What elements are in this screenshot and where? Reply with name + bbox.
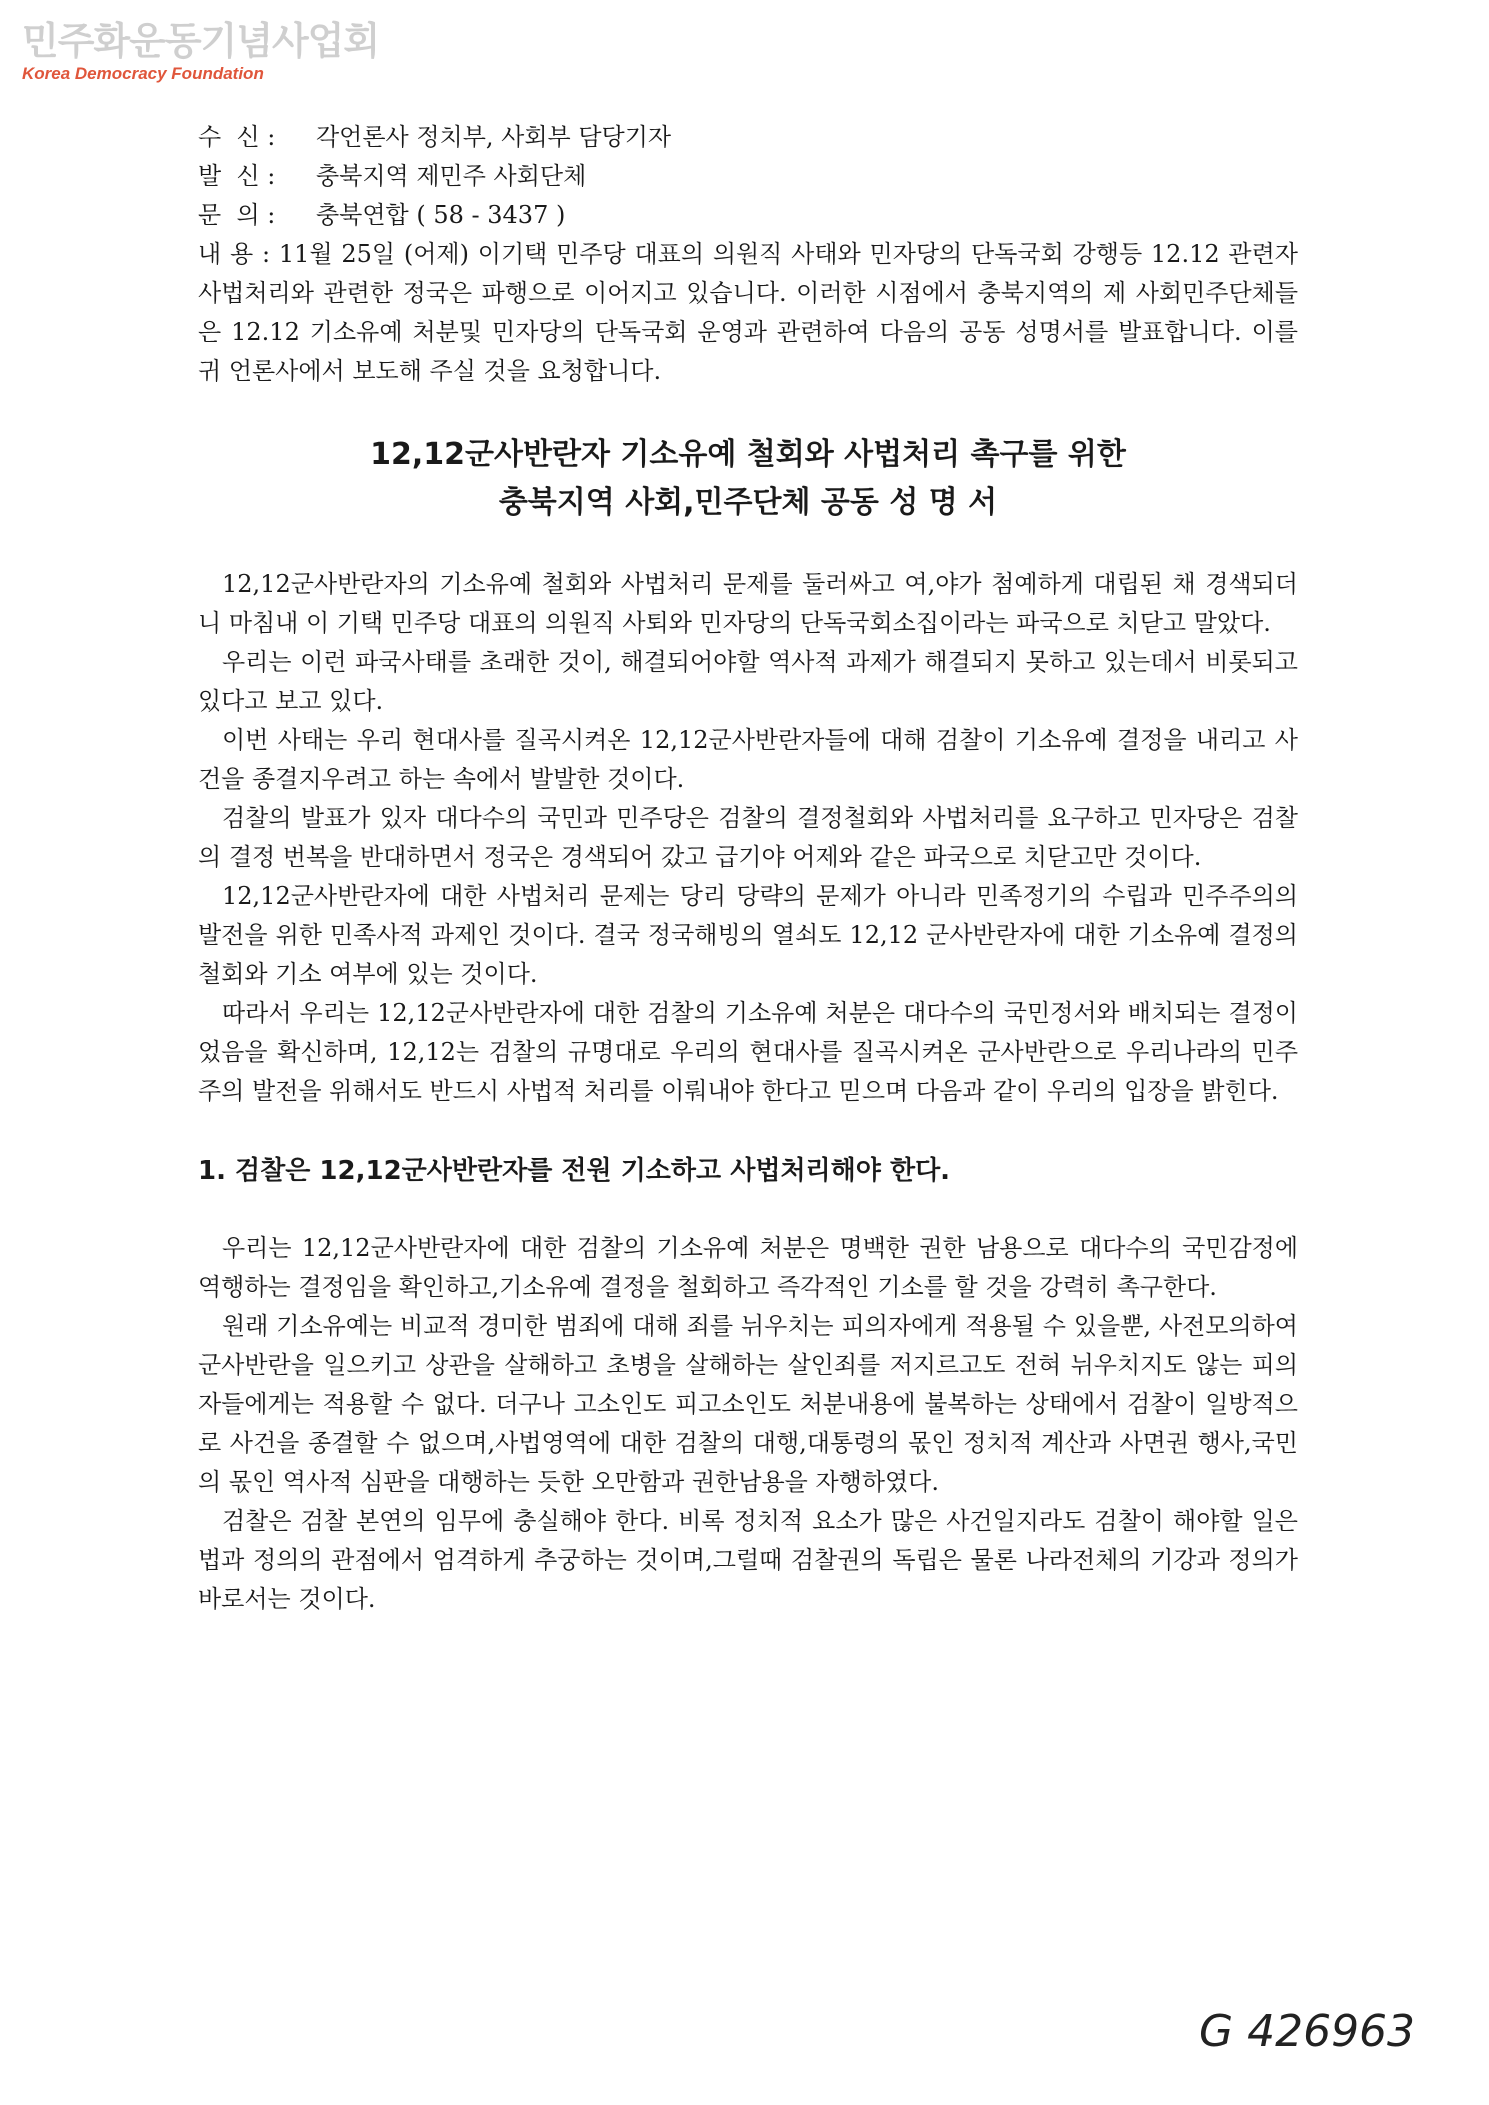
content-label: 내 용 : (198, 240, 271, 268)
intro-paragraph: 12,12군사반란자에 대한 사법처리 문제는 당리 당략의 문제가 아니라 민족정기의 수립과 민주주의의 발전을 위한 민족사적 과제인 것이다. 결국 정국해빙의 열쇠도 12,12 군사반란자에 대한 기소유예 결정의 철회와 기소 여부에 있는 것이다. (198, 882, 1298, 988)
intro-paragraph: 우리는 이런 파국사태를 초래한 것이, 해결되어야할 역사적 과제가 해결되지 못하고 있는데서 비롯되고 있다고 보고 있다. (198, 648, 1298, 715)
title-line-2: 충북지역 사회,민주단체 공동 성 명 서 (498, 485, 998, 520)
foundation-watermark (22, 20, 379, 84)
intro-paragraph: 검찰의 발표가 있자 대다수의 국민과 민주당은 검찰의 결정철회와 사법처리를 요구하고 민자당은 검찰의 결정 번복을 반대하면서 정국은 경색되어 갔고 급기야 어제와 같은 파국으로 치닫고만 것이다. (198, 804, 1298, 871)
sender-value: 충북지역 제민주 사회단체 (316, 162, 587, 190)
recipient-row (198, 118, 1298, 157)
section-1-body (198, 1229, 1298, 1619)
section-1-heading: 1. 검찰은 12,12군사반란자를 전원 기소하고 사법처리해야 한다. (198, 1156, 951, 1186)
inquiry-row (198, 196, 1298, 235)
intro-paragraph: 따라서 우리는 12,12군사반란자에 대한 검찰의 기소유예 처분은 대다수의 국민정서와 배치되는 결정이었음을 확신하며, 12,12는 검찰의 규명대로 우리의 현대사를 질곡시켜온 군사반란으로 우리나라의 민주주의 발전을 위해서도 반드시 사법적 처리를 이뤄내야 한다고 믿으며 다음과 같이 우리의 입장을 밝힌다. (198, 999, 1298, 1105)
handwritten-archive-number (1195, 1990, 1415, 2070)
handwritten-archive-number-text: G 426963 (1199, 2006, 1415, 2057)
content-row (198, 235, 1298, 391)
press-release-document (198, 118, 1298, 1619)
recipient-value: 각언론사 정치부, 사회부 담당기자 (316, 123, 672, 151)
section-paragraph: 원래 기소유예는 비교적 경미한 범죄에 대해 죄를 뉘우치는 피의자에게 적용될 수 있을뿐, 사전모의하여 군사반란을 일으키고 상관을 살해하고 초병을 살해하는 살인죄를 저지르고도 전혀 뉘우치지도 않는 피의자들에게는 적용할 수 없다. 더구나 고소인도 피고소인도 처분내용에 불복하는 상태에서 검찰이 일방적으로 사건을 종결할 수 없으며,사법영역에 대한 검찰의 대행,대통령의 몫인 정치적 계산과 사면권 행사,국민의 몫인 역사적 심판을 대행하는 듯한 오만함과 권한남용을 자행하였다. (198, 1312, 1298, 1496)
sender-row (198, 157, 1298, 196)
memo-header (198, 118, 1298, 391)
inquiry-value: 충북연합 ( 58 - 3437 ) (316, 201, 566, 229)
content-value: 11월 25일 (어제) 이기택 민주당 대표의 의원직 사태와 민자당의 단독국회 강행등 12.12 관련자 사법처리와 관련한 정국은 파행으로 이어지고 있습니다. 이러한 시점에서 충북지역의 제 사회민주단체들은 12.12 기소유예 처분및 민자당의 단독국회 운영과 관련하여 다음의 공동 성명서를 발표합니다. 이를 귀 언론사에서 보도해 주실 것을 요청합니다. (198, 240, 1298, 385)
section-paragraph: 검찰은 검찰 본연의 임무에 충실해야 한다. 비록 정치적 요소가 많은 사건일지라도 검찰이 해야할 일은 법과 정의의 관점에서 엄격하게 추궁하는 것이며,그럴때 검찰권의 독립은 물론 나라전체의 기강과 정의가 바로서는 것이다. (198, 1507, 1298, 1613)
section-paragraph: 우리는 12,12군사반란자에 대한 검찰의 기소유예 처분은 명백한 권한 남용으로 대다수의 국민감정에 역행하는 결정임을 확인하고,기소유예 결정을 철회하고 즉각적인 기소를 할 것을 강력히 촉구한다. (198, 1234, 1298, 1301)
watermark-english-name: Korea Democracy Foundation (22, 64, 264, 83)
statement-title (198, 431, 1298, 527)
inquiry-label: 문 의 : (198, 201, 276, 229)
intro-paragraph: 이번 사태는 우리 현대사를 질곡시켜온 12,12군사반란자들에 대해 검찰이 기소유예 결정을 내리고 사건을 종결지우려고 하는 속에서 발발한 것이다. (198, 726, 1298, 793)
title-line-1: 12,12군사반란자 기소유예 철회와 사법처리 촉구를 위한 (370, 437, 1126, 472)
intro-paragraph: 12,12군사반란자의 기소유예 철회와 사법처리 문제를 둘러싸고 여,야가 첨예하게 대립된 채 경색되더니 마침내 이 기택 민주당 대표의 의원직 사퇴와 민자당의 단독국회소집이라는 파국으로 치닫고 말았다. (198, 570, 1298, 637)
sender-label: 발 신 : (198, 162, 276, 190)
watermark-korean-name: 민주화운동기념사업회 (22, 19, 380, 63)
recipient-label: 수 신 : (198, 123, 276, 151)
intro-section (198, 565, 1298, 1111)
